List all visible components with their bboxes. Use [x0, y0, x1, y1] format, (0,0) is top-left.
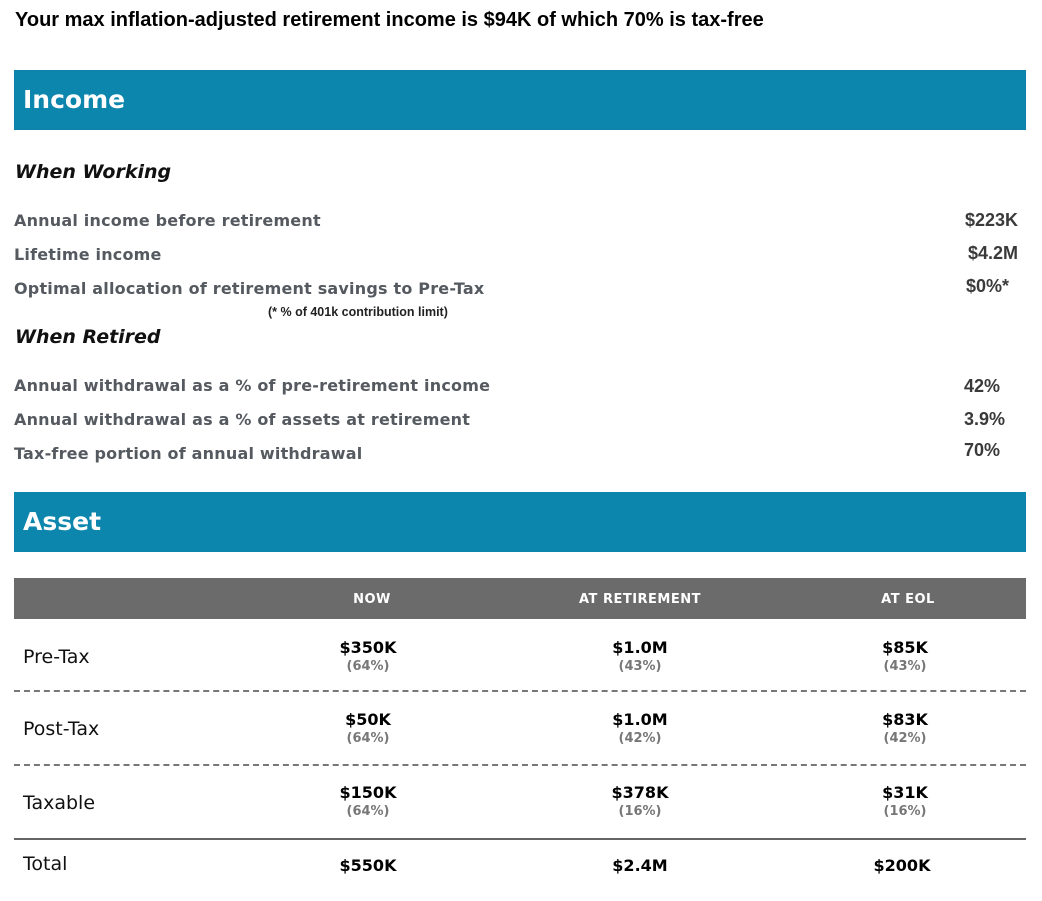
post-tax-row-label: Post-Tax: [23, 718, 100, 740]
tax-free-portion-value: 70%: [963, 440, 1000, 460]
taxable-now-percent: (64%): [346, 804, 390, 819]
pre-tax-now-percent: (64%): [346, 659, 390, 674]
withdrawal-pct-income-value: 42%: [963, 376, 1000, 396]
lifetime-income-label: Lifetime income: [14, 245, 162, 264]
row-divider: [14, 690, 1026, 692]
when-working-heading: When Working: [15, 161, 172, 183]
total-row-label: Total: [23, 853, 68, 875]
tax-free-portion-label: Tax-free portion of annual withdrawal: [14, 444, 363, 463]
post-tax-eol-amount: $83K: [882, 710, 928, 729]
total-eol-amount: $200K: [873, 856, 931, 875]
pre-tax-row-label: Pre-Tax: [23, 646, 90, 668]
pre-tax-eol-amount: $85K: [882, 638, 928, 657]
asset-section-header: Asset: [14, 492, 1026, 552]
total-retirement-amount: $2.4M: [612, 856, 668, 875]
column-header-now: NOW: [353, 592, 391, 607]
taxable-eol-percent: (16%): [883, 804, 927, 819]
post-tax-retirement-cell: [580, 710, 700, 746]
pre-tax-retirement-percent: (43%): [618, 659, 662, 674]
when-retired-heading: When Retired: [15, 326, 161, 348]
taxable-retirement-amount: $378K: [611, 783, 669, 802]
taxable-now-amount: $150K: [339, 783, 397, 802]
withdrawal-pct-income-label: Annual withdrawal as a % of pre-retirement income: [14, 376, 491, 395]
pretax-allocation-value: $0%*: [965, 276, 1009, 296]
annual-income-label: Annual income before retirement: [14, 211, 321, 230]
post-tax-eol-percent: (42%): [883, 731, 927, 746]
pre-tax-retirement-cell: [580, 638, 700, 674]
post-tax-now-amount: $50K: [345, 710, 391, 729]
pre-tax-retirement-amount: $1.0M: [612, 638, 668, 657]
taxable-eol-cell: [845, 783, 965, 819]
withdrawal-pct-assets-label: Annual withdrawal as a % of assets at retirement: [14, 410, 471, 429]
taxable-now-cell: [308, 783, 428, 819]
total-retirement-cell: [580, 856, 700, 875]
post-tax-now-percent: (64%): [346, 731, 390, 746]
pre-tax-eol-cell: [845, 638, 965, 674]
column-header-at-retirement: AT RETIREMENT: [579, 592, 701, 607]
post-tax-eol-cell: [845, 710, 965, 746]
column-header-at-eol: AT EOL: [881, 592, 935, 607]
taxable-retirement-cell: [580, 783, 700, 819]
lifetime-income-value: $4.2M: [967, 243, 1018, 263]
income-section-header: Income: [14, 70, 1026, 130]
pre-tax-now-cell: [308, 638, 428, 674]
taxable-retirement-percent: (16%): [618, 804, 662, 819]
post-tax-retirement-percent: (42%): [618, 731, 662, 746]
post-tax-now-cell: [308, 710, 428, 746]
post-tax-retirement-amount: $1.0M: [612, 710, 668, 729]
taxable-row-label: Taxable: [23, 792, 96, 814]
pre-tax-eol-percent: (43%): [883, 659, 927, 674]
annual-income-value: $223K: [964, 210, 1018, 230]
pretax-allocation-label: Optimal allocation of retirement savings to Pre-Tax: [14, 279, 485, 298]
contribution-limit-note: (* % of 401k contribution limit): [268, 305, 448, 319]
withdrawal-pct-assets-value: 3.9%: [963, 409, 1005, 429]
pre-tax-now-amount: $350K: [339, 638, 397, 657]
asset-table-header: [14, 578, 1026, 619]
row-divider: [14, 764, 1026, 766]
total-now-cell: [308, 856, 428, 875]
page-headline: Your max inflation-adjusted retirement income is $94K of which 70% is tax-free: [15, 9, 764, 31]
total-now-amount: $550K: [339, 856, 397, 875]
total-divider: [14, 838, 1026, 840]
taxable-eol-amount: $31K: [882, 783, 928, 802]
total-eol-cell: [842, 856, 962, 875]
